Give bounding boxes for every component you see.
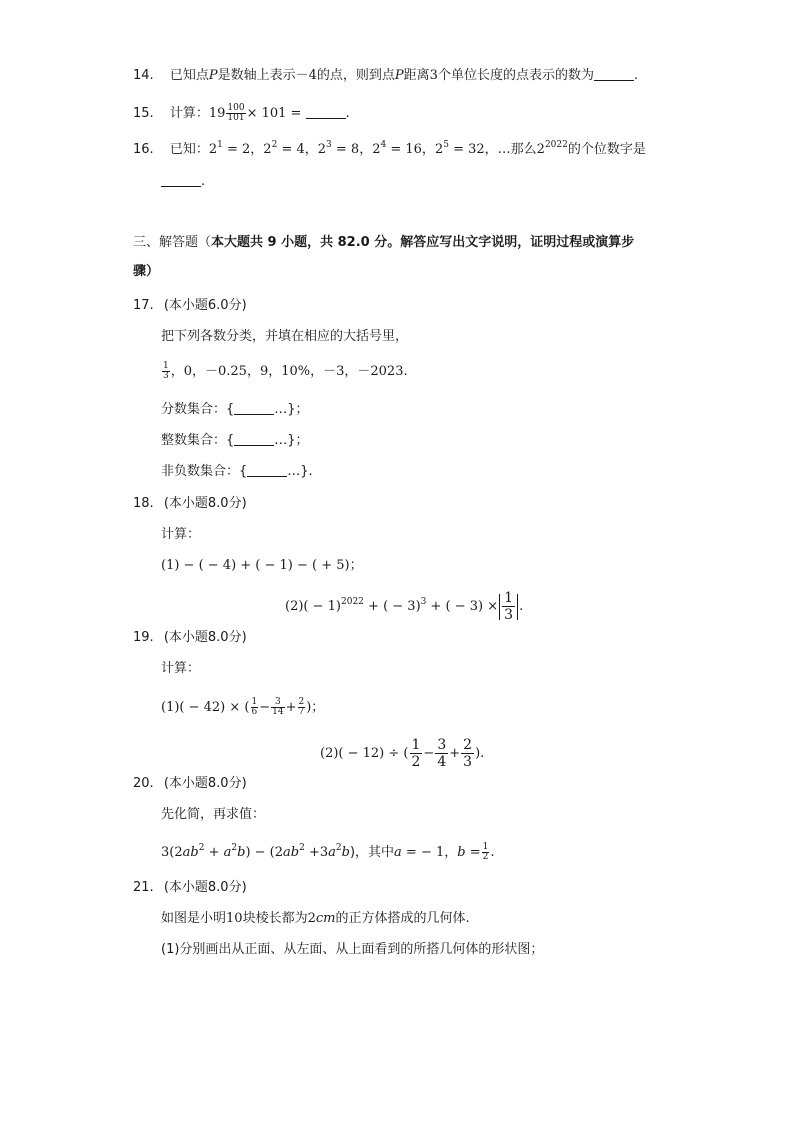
fraction: $\frac{1}{6}$ bbox=[251, 697, 258, 717]
question-18 bbox=[133, 496, 247, 512]
question-19 bbox=[133, 630, 247, 646]
answer-blank[interactable] bbox=[161, 174, 201, 187]
score-label: (本小题8.0分) bbox=[163, 880, 247, 895]
question-21 bbox=[133, 880, 247, 896]
question-text: 的点，则到点 bbox=[316, 68, 395, 83]
q19-part1 bbox=[161, 698, 324, 717]
fraction: $\frac{1}{2}$ bbox=[482, 842, 489, 862]
punctuation: )； bbox=[306, 700, 325, 715]
question-text: 块棱长都为 bbox=[242, 911, 308, 926]
section-header-line2 bbox=[133, 264, 159, 280]
variable-p: P bbox=[394, 68, 404, 83]
set-label: 整数集合：{ bbox=[161, 433, 235, 448]
unit: cm bbox=[315, 911, 336, 926]
operator: + bbox=[285, 700, 297, 715]
punctuation: . bbox=[519, 599, 524, 614]
set-tail: …}. bbox=[287, 464, 313, 479]
question-15 bbox=[133, 104, 350, 123]
question-20 bbox=[133, 776, 247, 792]
question-text: 计算： bbox=[161, 527, 201, 542]
question-text: 的正方体搭成的几何体. bbox=[335, 911, 470, 926]
number-value: 10 bbox=[226, 911, 243, 926]
question-text: 先化简，再求值： bbox=[161, 807, 266, 822]
question-16-answer-line bbox=[161, 174, 205, 190]
answer-blank[interactable] bbox=[306, 106, 346, 119]
question-number: 17. bbox=[133, 298, 154, 313]
section-instructions: 本大题共 9 小题，共 82.0 分。解答应写出文字说明，证明过程或演算步 bbox=[211, 235, 635, 250]
q18-part1 bbox=[161, 558, 363, 574]
question-number: 21. bbox=[133, 880, 154, 895]
math-expression: (1) − ( − 4) + ( − 1) − ( + 5)； bbox=[161, 558, 363, 573]
exponent: 2022 bbox=[341, 597, 364, 607]
variable-a: a bbox=[394, 845, 402, 860]
question-number: 14. bbox=[133, 68, 154, 83]
question-16 bbox=[133, 142, 646, 158]
number-value: 19 bbox=[208, 106, 226, 121]
set-label: 分数集合：{ bbox=[161, 402, 235, 417]
number-value: －4 bbox=[295, 68, 317, 83]
q21-part1 bbox=[161, 942, 543, 958]
q20-expression: $3(2ab^2 + a^2b) - (2ab^2 +3a^2b)$，其中a = − 1，b = $\frac{1}{2}$ . bbox=[161, 842, 495, 862]
math-expression: + ( − 3) × bbox=[430, 599, 499, 614]
number-value: 2 bbox=[307, 911, 316, 926]
question-text: 计算： bbox=[169, 106, 209, 121]
question-text: 把下列各数分类，并填在相应的大括号里， bbox=[161, 329, 409, 344]
question-text: 已知： bbox=[169, 142, 209, 157]
question-number: 15. bbox=[133, 106, 154, 121]
q18-part2 bbox=[285, 590, 523, 623]
question-text: 个单位长度的点表示的数为 bbox=[437, 68, 594, 83]
fraction: $\frac{2}{7}$ bbox=[298, 697, 305, 717]
q21-description bbox=[161, 911, 470, 927]
denominator: 101 bbox=[227, 113, 245, 123]
question-text: 距离 bbox=[403, 68, 430, 83]
set-label: 非负数集合：{ bbox=[161, 464, 248, 479]
set-tail: …}； bbox=[274, 402, 309, 417]
exponent: 3 bbox=[420, 597, 427, 607]
question-text: (1)分别画出从正面、从左面、从上面看到的所搭几何体的形状图； bbox=[161, 942, 544, 957]
set-tail: …}； bbox=[274, 433, 309, 448]
fraction: $\frac{1}{2}$ bbox=[411, 737, 421, 770]
score-label: (本小题6.0分) bbox=[163, 298, 247, 313]
fraction bbox=[226, 104, 245, 123]
q18-label bbox=[161, 527, 200, 543]
q20-label bbox=[161, 807, 265, 823]
math-expression: (1)( − 42) × ( bbox=[161, 700, 250, 715]
question-14 bbox=[133, 68, 638, 84]
answer-blank[interactable] bbox=[234, 402, 274, 415]
q19-part2 bbox=[320, 737, 484, 770]
section-instructions: 骤） bbox=[133, 264, 160, 279]
q17-number-list bbox=[161, 362, 408, 381]
fraction: $\frac{2}{3}$ bbox=[463, 737, 473, 770]
question-number: 16. bbox=[133, 142, 154, 157]
question-text: )，其中 bbox=[349, 845, 395, 860]
number-list: ，0，－0.25，9，10%，－3，－2023. bbox=[170, 364, 408, 379]
punctuation: ). bbox=[475, 746, 485, 761]
variable-p: P bbox=[208, 68, 218, 83]
number-value: 3 bbox=[429, 68, 438, 83]
punctuation: . bbox=[490, 845, 495, 860]
score-label: (本小题8.0分) bbox=[163, 496, 247, 511]
question-number: 18. bbox=[133, 496, 154, 511]
fraction: $\frac{3}{14}$ bbox=[272, 697, 284, 717]
math-expression: + ( − 3) bbox=[368, 599, 421, 614]
q17-instruction bbox=[161, 329, 408, 345]
section-header bbox=[133, 235, 634, 251]
operator: − bbox=[423, 746, 435, 761]
answer-blank[interactable] bbox=[247, 464, 287, 477]
punctuation: . bbox=[633, 68, 639, 83]
set-nonnegative bbox=[161, 464, 313, 480]
fraction: $\frac{1}{3}$ bbox=[163, 361, 169, 381]
question-17 bbox=[133, 298, 247, 314]
question-text: 的个位数字是 bbox=[567, 142, 646, 157]
score-label: (本小题8.0分) bbox=[163, 630, 247, 645]
punctuation: . bbox=[201, 174, 206, 189]
question-number: 19. bbox=[133, 630, 154, 645]
section-title: 三、解答题（ bbox=[133, 235, 212, 250]
fraction: $\frac{3}{4}$ bbox=[437, 737, 447, 770]
question-text: 如图是小明 bbox=[161, 911, 227, 926]
question-text: 是数轴上表示 bbox=[217, 68, 296, 83]
math-expression: (2)( − 12) ÷ ( bbox=[320, 746, 409, 761]
math-expression: (2)( − 1) bbox=[285, 599, 341, 614]
set-integers bbox=[161, 433, 309, 449]
fraction: $\frac{1}{3}$ bbox=[504, 590, 514, 623]
operator: + bbox=[449, 746, 461, 761]
punctuation: . bbox=[345, 106, 350, 121]
answer-blank[interactable] bbox=[594, 68, 634, 81]
answer-blank[interactable] bbox=[234, 433, 274, 446]
set-fractions bbox=[161, 402, 309, 418]
abs-bar-right bbox=[517, 594, 518, 620]
question-text: 计算： bbox=[161, 661, 201, 676]
score-label: (本小题8.0分) bbox=[163, 776, 247, 791]
math-expression: × 101 = bbox=[246, 106, 302, 121]
q19-label bbox=[161, 661, 200, 677]
variable-b: b bbox=[457, 845, 466, 860]
question-number: 20. bbox=[133, 776, 154, 791]
power-expression: $2^1 = 2$，$2^2 = 4$，$2^3 = 8$，$2^4 = 16$，$2^5 = 32$，…那么$2^{2022}$ bbox=[208, 140, 568, 157]
question-text: 已知点 bbox=[169, 68, 209, 83]
operator: − bbox=[259, 700, 271, 715]
numerator: 100 bbox=[227, 103, 245, 113]
abs-bar-left bbox=[499, 594, 500, 620]
